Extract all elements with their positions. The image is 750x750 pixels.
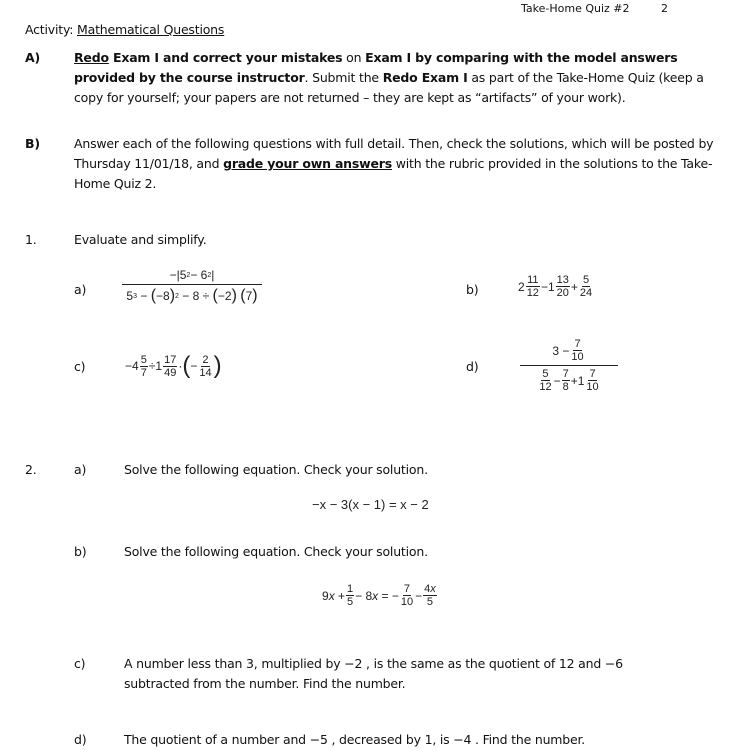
grade-own-answers-text: grade your own answers [223, 156, 392, 171]
q2d-label: d) [74, 732, 87, 747]
section-b-text [74, 134, 719, 194]
a-t3: as part of the Take-Home Quiz (keep a copy for yourself; your papers are not returned – they are kept as “artifacts” of your work). [74, 70, 704, 105]
q2-number: 2. [25, 462, 37, 477]
activity-label: Activity: [25, 22, 78, 37]
b-t1: Answer each of the following questions with full detail. Then, check the solutions, which will be posted by Thursday 11/01/18, and [74, 136, 714, 171]
q1c-expression: −4 $\frac{5}{7}$ ÷1 $\frac{17}{49}$ · ( − $\frac{2}{14}$ ) [125, 352, 222, 379]
a-bold3: Redo Exam I [382, 70, 468, 85]
q2a-label: a) [74, 462, 87, 477]
q2b-prompt: Solve the following equation. Check your solution. [124, 544, 428, 559]
q2b-equation: 9 x + $\frac{1}{5}$ − 8 x = − $\frac{7}{10}$ − $\frac{4x}{5}$ [322, 583, 436, 608]
a-t1: on [342, 50, 366, 65]
q1b-expression: 2 $\frac{11}{12}$ −1 $\frac{13}{20}$ + $\frac{5}{24}$ [518, 274, 593, 299]
q1b-label: b) [466, 282, 479, 297]
q1a-expression: −|5 2 − 6 2 | 5 3 − ( −8 ) 2 − 8 ÷ ( −2 ) ( 7 ) [122, 268, 262, 305]
page-number: 2 [661, 2, 669, 15]
q1-prompt: Evaluate and simplify. [74, 232, 207, 247]
section-a-marker: A) [25, 50, 40, 65]
activity-title: Mathematical Questions [77, 22, 225, 37]
q1c-label: c) [74, 359, 86, 374]
redo-text: Redo [74, 50, 109, 65]
header-title: Take-Home Quiz #2 [521, 2, 630, 15]
q1a-label: a) [74, 282, 87, 297]
q1-number: 1. [25, 232, 37, 247]
section-b-marker: B) [25, 136, 40, 151]
section-a-text [74, 48, 719, 108]
quiz-header [521, 2, 668, 15]
q2c-label: c) [74, 656, 86, 671]
a-bold2: Exam I by comparing with the model answers provided by the course instructor [74, 50, 678, 85]
a-t2: . Submit the [304, 70, 383, 85]
q2d-text: The quotient of a number and −5 , decreased by 1, is −4 . Find the number. [124, 732, 586, 747]
q2a-equation: −x − 3(x − 1) = x − 2 [312, 497, 429, 512]
activity-heading [25, 20, 224, 40]
q2b-label: b) [74, 544, 87, 559]
q2c-text: A number less than 3, multiplied by −2 , is the same as the quotient of 12 and −6 subtracted from the number. Find the number. [124, 656, 623, 691]
q1d-expression: 3 − $\frac{7}{10}$ $\frac{5}{12}$ − $\frac{7}{8}$ +1 $\frac{7}{10}$ [520, 338, 618, 393]
b-t2: with the rubric provided in the solutions to the Take-Home Quiz 2. [74, 156, 713, 191]
q2a-prompt: Solve the following equation. Check your solution. [124, 462, 428, 477]
q1d-label: d) [466, 359, 479, 374]
a-bold1: Exam I and correct your mistakes [108, 50, 343, 65]
